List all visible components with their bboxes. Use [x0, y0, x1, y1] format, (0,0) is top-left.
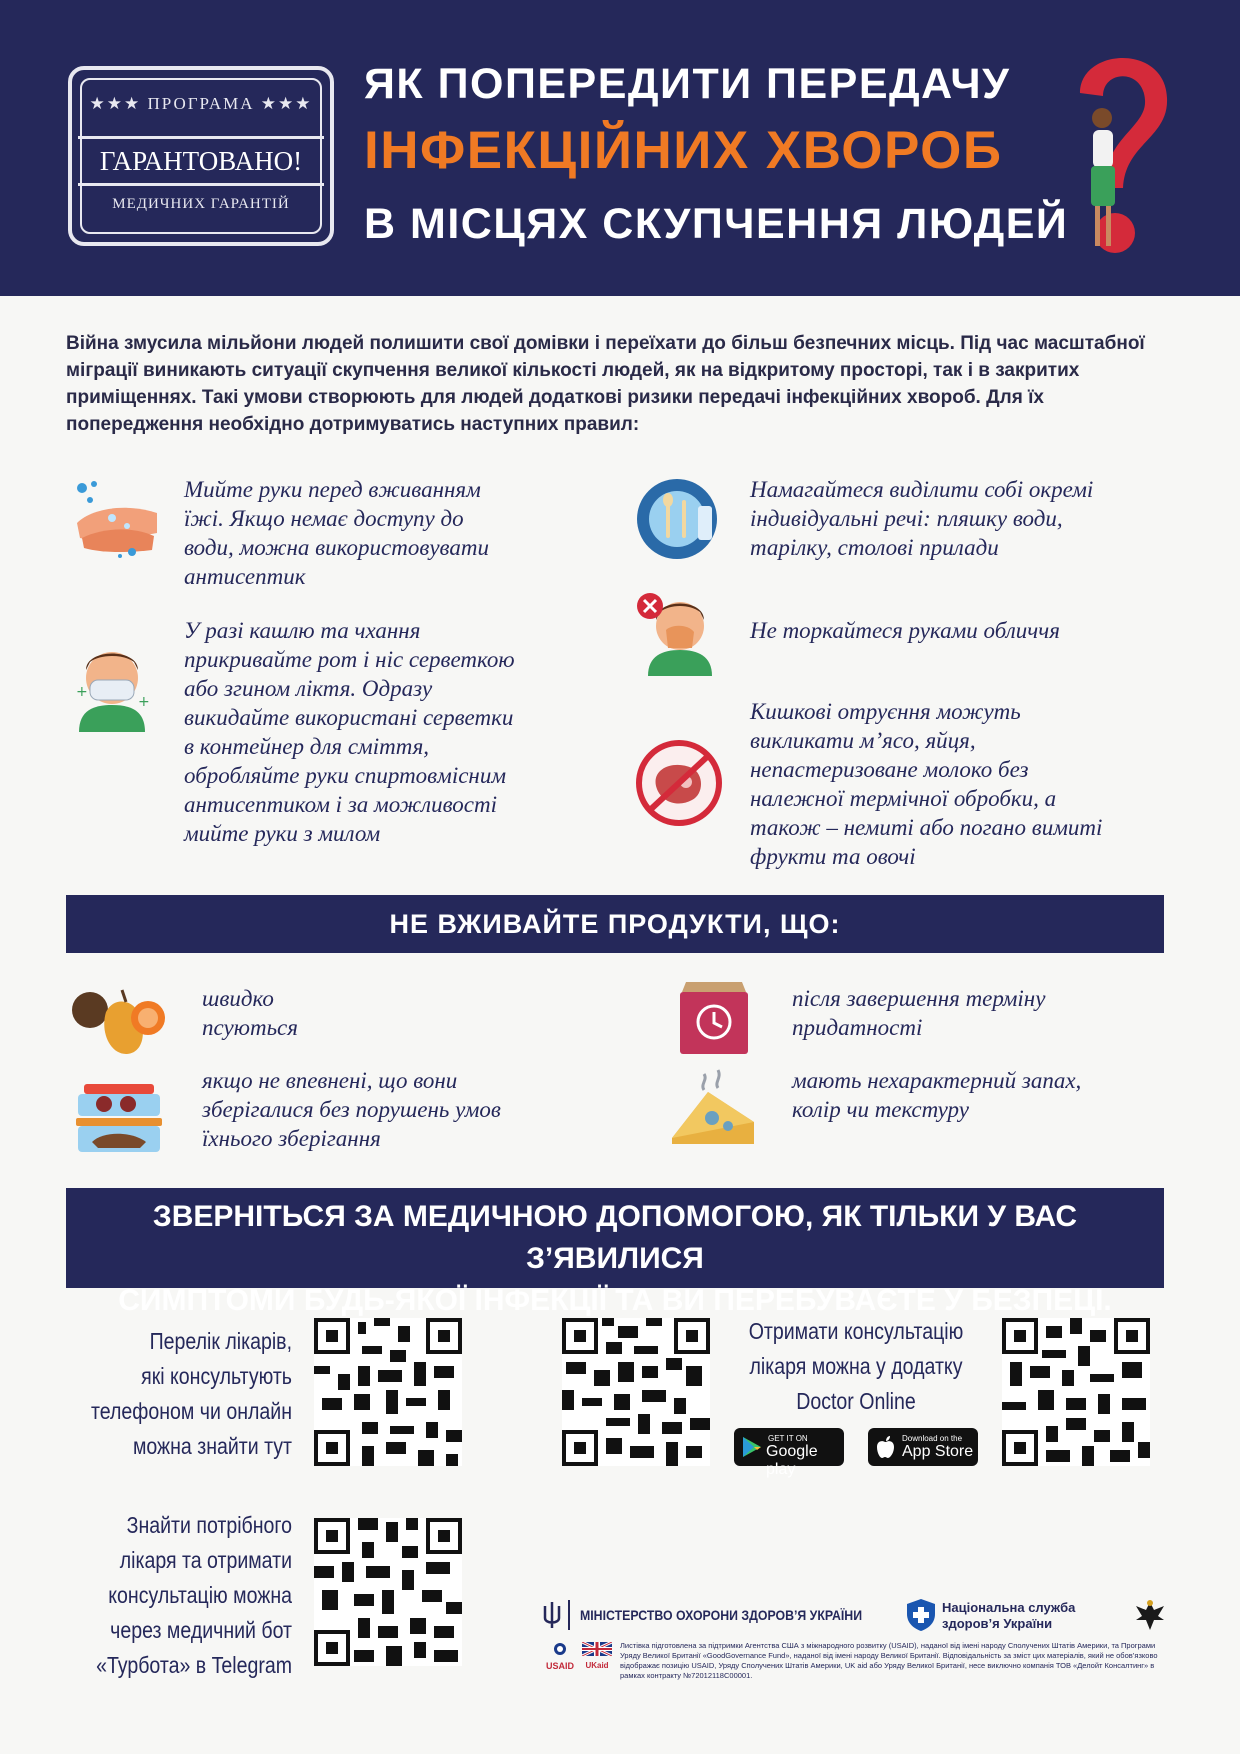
moldy-cheese-icon	[668, 1068, 758, 1146]
condition-storage-text: якщо не впевнені, що вони зберігалися без порушень умов їхнього зберігання	[202, 1068, 501, 1151]
rotten-fruit-icon	[70, 982, 166, 1058]
face-mask-icon	[74, 640, 150, 732]
apple-icon	[876, 1435, 896, 1459]
rule-cough-text: У разі кашлю та чхання прикривайте рот і ніс серветкою або згином ліктя. Одразу викидайте використані серветки в контейнер для сміття, обробляйте руки спиртовмісним антисептиком і за можливості мийте руки з милом	[184, 618, 515, 846]
question-mark-illustration-icon	[1055, 38, 1175, 268]
food-container-icon	[74, 1082, 164, 1154]
seek-help-line-1: ЗВЕРНІТЬСЯ ЗА МЕДИЧНОЮ ДОПОМОГОЮ, ЯК ТІЛЬКИ У ВАС З’ЯВИЛИСЯ	[152, 1200, 1078, 1275]
google-play-badge[interactable]: GET IT ON Google play	[734, 1428, 844, 1466]
section-band-dont-eat: НЕ ВЖИВАЙТЕ ПРОДУКТИ, ЩО:	[66, 895, 1164, 953]
doctors-list-text: Перелік лікарів, які консультують телефоном чи онлайн можна знайти тут	[91, 1328, 292, 1459]
telegram-bot-text: Знайти потрібного лікаря та отримати консультацію можна через медичний бот «Турбота» в Telegram	[96, 1512, 293, 1678]
seek-help-line-2: СИМПТОМИ БУДЬ-ЯКОЇ ІНФЕКЦІЇ ТА ВИ ПЕРЕБУВАЄТЕ У БЕЗПЕЦІ.	[118, 1284, 1112, 1317]
funding-disclaimer: Листівка підготовлена за підтримки Агентства США з міжнародного розвитку (USAID), наданої від імені народу Сполучених Штатів Америки, та Програми Уряду Великої Британії «GoodGovernance Fund», наданої від імені народу Великої Британії. Відповідальність за зміст цих матеріалів, який не обов’язково відображає позицію USAID, Уряду Сполучених Штатів Америки, UK aid або Уряду Великої Британії, несе виключно компанія ТОВ «Делойт Консалтинг» в рамках контракту №72012118C00001.	[620, 1641, 1158, 1680]
no-meat-icon	[634, 738, 724, 828]
app-store-badge[interactable]: Download on the App Store	[868, 1428, 978, 1466]
program-stamp-logo	[68, 66, 334, 246]
usaid-seal-icon	[544, 1642, 576, 1656]
stamp-main-text: ГАРАНТОВАНО!	[78, 136, 324, 186]
rule-food-poisoning-text: Кишкові отруєння можуть викликати м’ясо, яйця, непастеризоване молоко без належної термічної обробки, а також – немиті або погано вимиті фрукти та овочі	[750, 699, 1103, 869]
trident-icon	[542, 1600, 562, 1630]
rule-personal-items-text: Намагайтеся виділити собі окремі індивідуальні речі: пляшку води, тарілку, столові прилади	[750, 477, 1094, 560]
stamp-bottom-text: МЕДИЧНИХ ГАРАНТІЙ	[112, 196, 290, 212]
condition-spoil-fast-text: швидко псуються	[202, 986, 298, 1040]
ministry-divider	[568, 1600, 570, 1630]
intro-paragraph: Війна змусила мільйони людей полишити свої домівки і переїхати до більш безпечних місць. Під час масштабної міграції виникають ситуації скупчення великої кількості людей, як на відкритому просторі, так і в закритих приміщеннях. Такі умови створюють для людей додаткові ризики передачі інфекційних хвороб. Для їх попередження необхідно дотримуватись наступних правил:	[66, 333, 1145, 435]
qr-code-telegram-bot[interactable]	[314, 1518, 462, 1666]
ukaid-logo: UKaid	[582, 1642, 612, 1668]
nszu-name: Національна служба здоров’я України	[942, 1600, 1076, 1631]
section-band-seek-help	[66, 1188, 1164, 1317]
qr-code-doctors-list[interactable]	[314, 1318, 462, 1466]
svg-text:+: +	[76, 684, 88, 700]
ministry-name: МІНІСТЕРСТВО ОХОРОНИ ЗДОРОВ’Я УКРАЇНИ	[580, 1607, 863, 1623]
no-touch-face-icon	[636, 590, 722, 676]
hand-washing-icon	[72, 478, 162, 558]
qr-code-doctor-online-android[interactable]	[562, 1318, 710, 1466]
expiry-box-icon	[672, 980, 756, 1056]
title-line-1: ЯК ПОПЕРЕДИТИ ПЕРЕДАЧУ	[364, 60, 1011, 108]
usaid-logo: USAID	[544, 1642, 576, 1668]
header-banner	[0, 0, 1240, 296]
rule-no-touch-text: Не торкайтеся руками обличчя	[750, 618, 1060, 643]
uk-flag-icon	[582, 1642, 612, 1656]
condition-smell-text: мають нехарактерний запах, колір чи текстуру	[792, 1068, 1082, 1122]
title-line-3: В МІСЦЯХ СКУПЧЕННЯ ЛЮДЕЙ	[364, 200, 1069, 248]
svg-text:+: +	[138, 694, 150, 710]
nszu-shield-icon	[906, 1598, 936, 1632]
eagle-emblem-icon	[1134, 1598, 1166, 1632]
rule-hand-washing-text: Мийте руки перед вживанням їжі. Якщо немає доступу до води, можна використовувати антисептик	[184, 477, 489, 589]
google-play-icon	[742, 1436, 762, 1458]
qr-code-doctor-online-ios[interactable]	[1002, 1318, 1150, 1466]
condition-expired-text: після завершення терміну придатності	[792, 986, 1046, 1040]
title-line-2: ІНФЕКЦІЙНИХ ХВОРОБ	[364, 121, 1003, 180]
dishes-icon	[636, 478, 718, 560]
doctor-online-text: Отримати консультацію лікаря можна у додатку Doctor Online	[748, 1318, 964, 1414]
stamp-top-text: ★★★ ПРОГРАМА ★★★	[89, 94, 313, 113]
